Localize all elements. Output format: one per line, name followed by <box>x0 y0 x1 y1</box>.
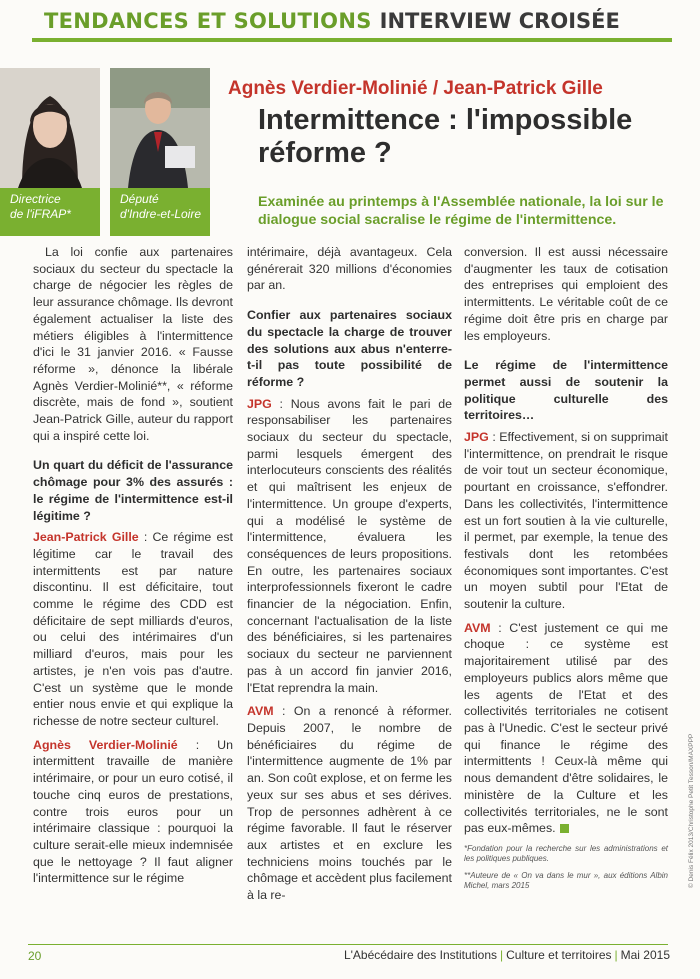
photo-credit: © Denis Félix 2013/Christophe Petit Tesson/MAXPPP <box>688 733 695 888</box>
question-heading: Confier aux partenaires sociaux du spectacle la charge de trouver des solutions aux abus n'enterre-t-il pas toute possibilité de réforme ? <box>247 308 452 389</box>
publication-name: L'Abécédaire des Institutions <box>343 948 497 962</box>
text-column-2 <box>247 244 452 911</box>
publication-info <box>344 948 670 962</box>
caption-line: de l'iFRAP* <box>10 207 71 221</box>
text-column-3 <box>464 244 668 898</box>
portrait-illustration <box>0 68 100 188</box>
answer-text: : Un intermittent travaille de manière intérimaire, or pour un euro cotisé, il touche cinq euros de prestations, contre trois euros pour un intérimaire classique : pourquoi la culture serait-elle mieux indemnisée que le nettoyage ? Il faut aligner l'intermittence sur le régime <box>33 737 233 886</box>
photo-caption <box>0 188 100 236</box>
question-heading: Le régime de l'intermittence permet aussi de soutenir la politique culturelle des territoires… <box>464 358 668 423</box>
speaker-name: AVM <box>247 704 274 719</box>
speaker-name: AVM <box>464 620 491 635</box>
speaker-name: JPG <box>464 430 489 445</box>
answer-text: : Nous avons fait le pari de responsabiliser les partenaires sociaux du secteur du spectacle, parmi lesquels émergent des interlocuteurs conscients des réalités et qui maîtrisent les enjeux de l'intermittence. Un groupe d'experts, qui a modélisé le système de l'intermittence, évaluera les conséquences de leurs propositions. En outre, les partenaires sociaux interprofessionnels fixeront le cadre financier de la négociation. Enfin, concernant l'actualisation de la liste des bénéficiaires, si les partenaires sociaux du secteur ne parviennent pas à un accord fin janvier 2016, l'Etat reprendra la main. <box>247 396 452 695</box>
section-label: TENDANCES ET SOLUTIONS <box>44 9 372 33</box>
answer-text: : Ce régime est légitime car le travail des intermittents est par nature discontinu. Il est déficitaire, tout comme le régime des CDD est déficitaire de sept milliards d'euros, ou celui des intérimaires d'un milliard d'euros, mais pour les artistes, je n'en vois pas d'autre. C'est un système que le monde entier nous envie et qui explique la richesse de notre secteur culturel. <box>33 530 233 728</box>
answer-paragraph <box>247 396 452 697</box>
article-kind-label: INTERVIEW CROISÉE <box>379 9 620 33</box>
page-number: 20 <box>28 949 42 963</box>
section-header <box>44 6 674 36</box>
separator: | <box>500 948 504 962</box>
caption-line: Directrice <box>10 192 61 206</box>
answer-text: : C'est justement ce qui me choque : ce système est majoritairement utilisé par des employeurs publics alors même que les agents de l'Etat et des collectivités territoriales ne cotisent pas à l'Unedic. C'est le secteur privé qui finance le régime des intermittents ! Ceux-là même qui nous demandent d'être solidaires, le ministère de la Culture et les collectivités territoriales, ne le sont pas eux-mêmes. <box>464 620 668 836</box>
answer-paragraph <box>464 429 668 613</box>
header-rule <box>32 38 672 42</box>
answer-paragraph <box>247 703 452 903</box>
footer-rule <box>28 944 668 945</box>
speaker-name: Agnès Verdier-Molinié <box>33 737 178 752</box>
separator: | <box>614 948 618 962</box>
photo-caption <box>110 188 210 236</box>
caption-line: Député <box>120 192 159 206</box>
publication-date: Mai 2015 <box>620 948 670 962</box>
answer-text: : On a renoncé à réformer. Depuis 2007, le nombre de bénéficiaires du régime de l'intermittence augmente de 1% par an. Son coût explose, et on ferme les yeux sur ses abus et ses dérives. Trop de personnes adhèrent à ce régime favorable. Il faut le réserver aux artistes et en exclure les techniciens moins touchés par le chômage et accèdent plus facilement à la re- <box>247 704 452 903</box>
footnote: **Auteure de « On va dans le mur », aux éditions Albin Michel, mars 2015 <box>464 870 668 890</box>
question-heading: Un quart du déficit de l'assurance chômage pour 3% des assurés : le régime de l'intermittence est-il légitime ? <box>33 458 233 523</box>
article-lead: Examinée au printemps à l'Assemblée nationale, la loi sur le dialogue social sacralise le régime de l'intermittence. <box>258 194 664 228</box>
article-title <box>258 104 632 170</box>
speaker-name: Jean-Patrick Gille <box>33 530 139 545</box>
interviewee-names: Agnès Verdier-Molinié / Jean-Patrick Gille <box>228 78 603 99</box>
portrait-photo-verdier-molinie <box>0 68 100 188</box>
answer-paragraph <box>33 529 233 729</box>
speaker-name: JPG <box>247 396 272 411</box>
footnote: *Fondation pour la recherche sur les administrations et les politiques publiques. <box>464 843 668 863</box>
publication-section: Culture et territoires <box>506 948 612 962</box>
title-line: réforme ? <box>258 137 392 169</box>
end-of-article-square-icon <box>560 824 569 833</box>
intro-paragraph: La loi confie aux partenaires sociaux du secteur du spectacle la charge de négocier les règles de leur assurance chômage. Ils devront également actualiser la liste des métiers éligibles à l'intermittence d'ici le 31 janvier 2016. « Fausse réforme », dénonce la libérale Agnès Verdier-Molinié**, « réforme discrète, mais de fond », soutient Jean-Patrick Gille, auteur du rapport qui a inspiré cette loi. <box>33 245 233 443</box>
answer-paragraph <box>464 620 668 837</box>
title-line: Intermittence : l'impossible <box>258 104 633 136</box>
portrait-illustration <box>110 68 210 188</box>
answer-text: : Effectivement, si on supprimait l'intermittence, on prendrait le risque de voir tout un secteur économique, pourtant en croissance, s'effondrer. Dans les collectivités, l'intermittence est un fort soutien à la vie culturelle, il permet, par exemple, la tenue des festivals dont les retombées économiques sont importantes. C'est un moyen subtil pour l'Etat de soutenir la culture. <box>464 430 668 612</box>
portrait-photo-gille <box>110 68 210 188</box>
caption-line: d'Indre-et-Loire <box>120 207 201 221</box>
text-column-1 <box>33 244 233 894</box>
continued-paragraph: intérimaire, déjà avantageux. Cela générerait 320 millions d'économies par an. <box>247 245 452 293</box>
answer-paragraph <box>33 737 233 887</box>
continued-paragraph: conversion. Il est aussi nécessaire d'augmenter les taux de cotisation des entreprises qui emploient des intermittents. Le véritable coût de ce régime doit être pris en charge par les employeurs. <box>464 245 668 343</box>
